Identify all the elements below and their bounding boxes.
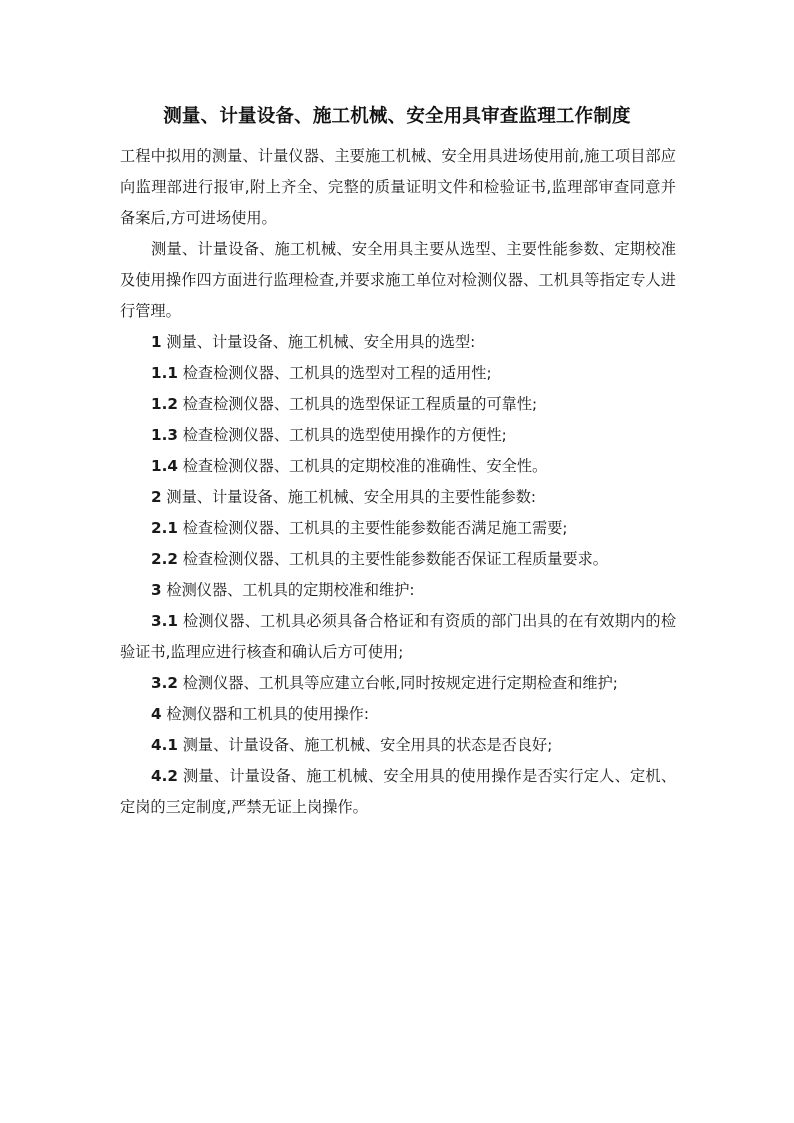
item-number: 3.2	[151, 674, 178, 692]
item-number: 1.4	[151, 457, 178, 475]
list-item-1-1	[120, 358, 676, 389]
item-text: 检测仪器、工机具等应建立台帐,同时按规定进行定期检查和维护;	[182, 674, 618, 692]
list-item-4-2	[120, 761, 676, 823]
list-item-3-1	[120, 606, 676, 668]
section-heading-3	[120, 575, 676, 606]
item-number: 1	[151, 333, 162, 351]
document-body	[120, 141, 676, 823]
section-heading-1	[120, 327, 676, 358]
section-heading-2	[120, 482, 676, 513]
intro-paragraph-1: 工程中拟用的测量、计量仪器、主要施工机械、安全用具进场使用前,施工项目部应向监理部进行报审,附上齐全、完整的质量证明文件和检验证书,监理部审查同意并备案后,方可进场使用。	[120, 147, 676, 227]
list-item-2-1	[120, 513, 676, 544]
item-text: 检查检测仪器、工机具的主要性能参数能否保证工程质量要求。	[182, 550, 608, 568]
item-text: 测量、计量设备、施工机械、安全用具的使用操作是否实行定人、定机、定岗的三定制度,严禁无证上岗操作。	[120, 767, 677, 816]
item-text: 检查检测仪器、工机具的主要性能参数能否满足施工需要;	[182, 519, 568, 537]
item-number: 2.2	[151, 550, 178, 568]
list-item-4-1	[120, 730, 676, 761]
list-item-1-4	[120, 451, 676, 482]
item-number: 1.1	[151, 364, 178, 382]
item-number: 4	[151, 705, 162, 723]
item-text: 检测仪器、工机具的定期校准和维护:	[166, 581, 415, 599]
item-number: 3	[151, 581, 162, 599]
item-text: 检查检测仪器、工机具的选型对工程的适用性;	[182, 364, 492, 382]
item-number: 2.1	[151, 519, 178, 537]
item-number: 1.3	[151, 426, 178, 444]
item-text: 检测仪器和工机具的使用操作:	[166, 705, 369, 723]
item-text: 检查检测仪器、工机具的选型保证工程质量的可靠性;	[182, 395, 538, 413]
list-item-2-2	[120, 544, 676, 575]
item-text: 测量、计量设备、施工机械、安全用具的选型:	[166, 333, 476, 351]
item-number: 3.1	[151, 612, 178, 630]
intro-paragraph-2: 测量、计量设备、施工机械、安全用具主要从选型、主要性能参数、定期校准及使用操作四方面进行监理检查,并要求施工单位对检测仪器、工机具等指定专人进行管理。	[120, 240, 676, 320]
item-number: 2	[151, 488, 162, 506]
item-number: 4.1	[151, 736, 178, 754]
section-heading-4	[120, 699, 676, 730]
item-text: 检查检测仪器、工机具的定期校准的准确性、安全性。	[182, 457, 548, 475]
list-item-1-3	[120, 420, 676, 451]
item-text: 测量、计量设备、施工机械、安全用具的状态是否良好;	[182, 736, 553, 754]
item-number: 4.2	[151, 767, 178, 785]
list-item-1-2	[120, 389, 676, 420]
document-title: 测量、计量设备、施工机械、安全用具审查监理工作制度	[163, 106, 631, 127]
item-text: 检查检测仪器、工机具的选型使用操作的方便性;	[182, 426, 507, 444]
list-item-3-2	[120, 668, 676, 699]
item-number: 1.2	[151, 395, 178, 413]
item-text: 检测仪器、工机具必须具备合格证和有资质的部门出具的在有效期内的检验证书,监理应进行核查和确认后方可使用;	[120, 612, 677, 661]
item-text: 测量、计量设备、施工机械、安全用具的主要性能参数:	[166, 488, 537, 506]
